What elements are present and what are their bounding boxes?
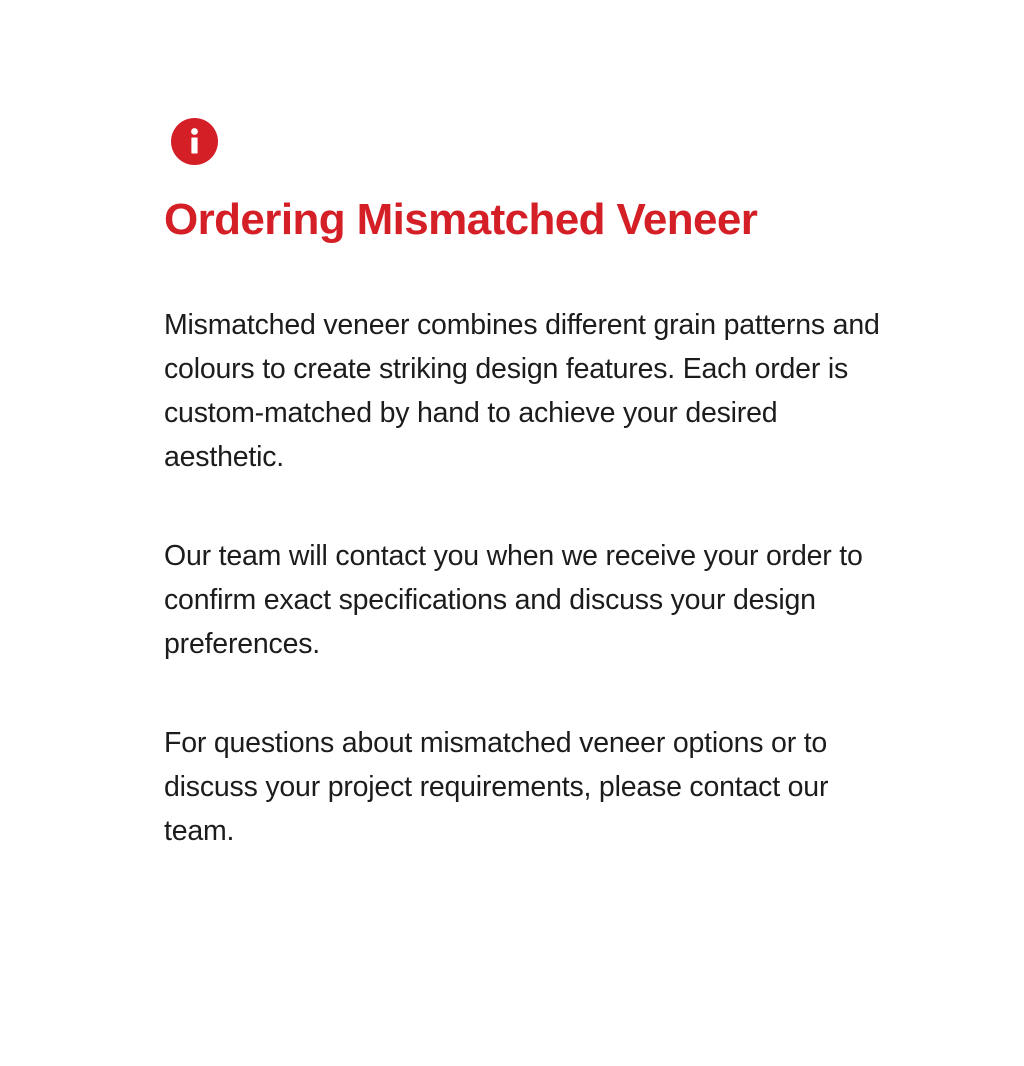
notice-title: Ordering Mismatched Veneer [164,195,758,244]
info-icon [171,118,218,165]
notice-paragraph-questions: For questions about mismatched veneer options or to discuss your project requirements, please contact our team. [164,727,829,847]
notice-paragraph-contact-info: Our team will contact you when we receive your order to confirm exact specifications and discuss your design preferences. [164,540,863,660]
notice-paragraph-description: Mismatched veneer combines different grain patterns and colours to create striking design features. Each order is custom-matched by hand to achieve your desired aesthetic. [164,309,880,473]
